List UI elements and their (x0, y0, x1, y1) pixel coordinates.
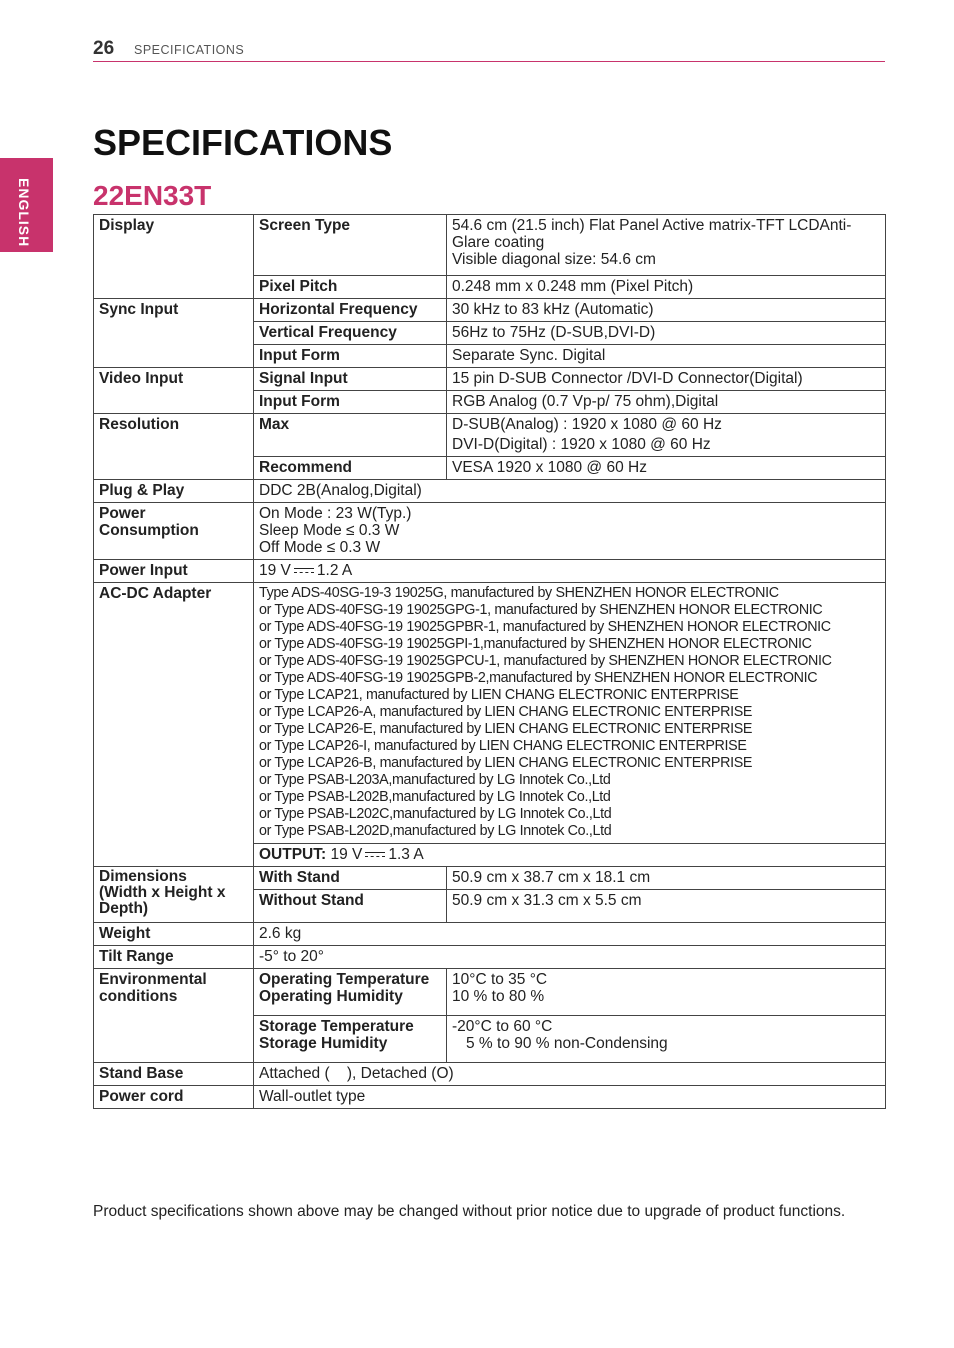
list-item: or Type LCAP26-E, manufactured by LIEN CHANG ELECTRONIC ENTERPRISE (259, 721, 753, 737)
footnote: Product specifications shown above may be changed without prior notice due to upgrade of product functions. (93, 1203, 846, 1220)
row-label-power-cord: Power cord (94, 1086, 254, 1109)
row-label-operating: Operating Temperature Operating Humidity (254, 969, 447, 1016)
power-input-value: 19 V 1.2 A (254, 560, 886, 583)
without-stand-value: 50.9 cm x 31.3 cm x 5.5 cm (447, 890, 886, 923)
table-row (94, 1063, 886, 1086)
list-item: or Type PSAB-L202B,manufactured by LG Innotek Co.,Ltd (259, 789, 611, 805)
weight-value: 2.6 kg (254, 923, 886, 946)
table-row (94, 215, 886, 276)
list-item: or Type ADS-40FSG-19 19025GPI-1,manufactured by SHENZHEN HONOR ELECTRONIC (259, 636, 812, 652)
row-label-weight: Weight (94, 923, 254, 946)
row-label-without-stand: Without Stand (254, 890, 447, 923)
table-row (94, 480, 886, 503)
list-item: or Type LCAP26-B, manufactured by LIEN CHANG ELECTRONIC ENTERPRISE (259, 755, 753, 771)
storage-value: -20°C to 60 °C 5 % to 90 % non-Condensing (447, 1016, 886, 1063)
table-row (94, 1086, 886, 1109)
list-item: or Type ADS-40FSG-19 19025GPCU-1, manufactured by SHENZHEN HONOR ELECTRONIC (259, 653, 832, 669)
language-tab (0, 158, 53, 252)
row-label-plug-and-play: Plug & Play (94, 480, 254, 503)
screen-type-value: 54.6 cm (21.5 inch) Flat Panel Active matrix-TFT LCDAnti- Glare coating Visible diagonal size: 54.6 cm (447, 215, 886, 276)
row-label-environmental-conditions: Environmental conditions (94, 969, 254, 1063)
row-label-video-input-form: Input Form (254, 391, 447, 414)
list-item: or Type PSAB-L202C,manufactured by LG Innotek Co.,Ltd (259, 806, 612, 822)
language-tab-label: ENGLISH (16, 178, 32, 248)
list-item: or Type PSAB-L202D,manufactured by LG Innotek Co.,Ltd (259, 823, 612, 839)
row-label-with-stand: With Stand (254, 867, 447, 890)
header-rule (93, 61, 885, 62)
plug-and-play-value: DDC 2B(Analog,Digital) (254, 480, 886, 503)
pixel-pitch-value: 0.248 mm x 0.248 mm (Pixel Pitch) (447, 276, 886, 299)
adapter-output-value: OUTPUT: 19 V 1.3 A (254, 844, 886, 867)
row-label-ac-dc-adapter: AC-DC Adapter (94, 583, 254, 867)
list-item: or Type ADS-40FSG-19 19025GPBR-1, manufactured by SHENZHEN HONOR ELECTRONIC (259, 619, 831, 635)
row-label-stand-base: Stand Base (94, 1063, 254, 1086)
row-label-dimensions: Dimensions (Width x Height x Depth) (94, 867, 254, 923)
table-row (94, 867, 886, 890)
page-number: 26 (93, 38, 115, 59)
video-input-form-value: RGB Analog (0.7 Vp-p/ 75 ohm),Digital (447, 391, 886, 414)
list-item: or Type PSAB-L203A,manufactured by LG Innotek Co.,Ltd (259, 772, 611, 788)
row-label-resolution: Resolution (94, 414, 254, 480)
table-row (94, 503, 886, 560)
row-label-pixel-pitch: Pixel Pitch (254, 276, 447, 299)
table-row (94, 946, 886, 969)
operating-value: 10°C to 35 °C 10 % to 80 % (447, 969, 886, 1016)
row-label-video-input: Video Input (94, 368, 254, 414)
row-label-signal-input: Signal Input (254, 368, 447, 391)
row-label-tilt-range: Tilt Range (94, 946, 254, 969)
power-cord-value: Wall-outlet type (254, 1086, 886, 1109)
row-label-storage: Storage Temperature Storage Humidity (254, 1016, 447, 1063)
running-header: SPECIFICATIONS (134, 43, 245, 57)
table-row (94, 969, 886, 1016)
signal-input-value: 15 pin D-SUB Connector /DVI-D Connector(Digital) (447, 368, 886, 391)
row-label-recommend: Recommend (254, 457, 447, 480)
list-item: or Type ADS-40FSG-19 19025GPG-1, manufactured by SHENZHEN HONOR ELECTRONIC (259, 602, 823, 618)
dc-symbol-icon (365, 850, 385, 859)
table-row (94, 414, 886, 457)
horizontal-frequency-value: 30 kHz to 83 kHz (Automatic) (447, 299, 886, 322)
table-row (94, 299, 886, 322)
max-resolution-value: D-SUB(Analog) : 1920 x 1080 @ 60 Hz DVI-D(Digital) : 1920 x 1080 @ 60 Hz (447, 414, 886, 457)
recommend-value: VESA 1920 x 1080 @ 60 Hz (447, 457, 886, 480)
power-consumption-value: On Mode : 23 W(Typ.) Sleep Mode ≤ 0.3 W Off Mode ≤ 0.3 W (254, 503, 886, 560)
table-row (94, 923, 886, 946)
row-label-sync-input: Sync Input (94, 299, 254, 368)
list-item: or Type ADS-40FSG-19 19025GPB-2,manufactured by SHENZHEN HONOR ELECTRONIC (259, 670, 818, 686)
row-label-max: Max (254, 414, 447, 457)
stand-base-value: Attached ( ), Detached (O) (254, 1063, 886, 1086)
vertical-frequency-value: 56Hz to 75Hz (D-SUB,DVI-D) (447, 322, 886, 345)
list-item: or Type LCAP26-A, manufactured by LIEN CHANG ELECTRONIC ENTERPRISE (259, 704, 753, 720)
table-row (94, 560, 886, 583)
list-item: or Type LCAP21, manufactured by LIEN CHANG ELECTRONIC ENTERPRISE (259, 687, 739, 703)
row-label-sync-input-form: Input Form (254, 345, 447, 368)
tilt-range-value: -5° to 20° (254, 946, 886, 969)
dc-symbol-icon (294, 566, 314, 575)
table-row (94, 583, 886, 844)
sync-input-form-value: Separate Sync. Digital (447, 345, 886, 368)
table-row (94, 368, 886, 391)
adapter-types-list (254, 583, 886, 844)
row-label-horizontal-frequency: Horizontal Frequency (254, 299, 447, 322)
with-stand-value: 50.9 cm x 38.7 cm x 18.1 cm (447, 867, 886, 890)
page-title: SPECIFICATIONS (93, 122, 393, 163)
spec-table (93, 214, 886, 1109)
row-label-power-input: Power Input (94, 560, 254, 583)
model-heading: 22EN33T (93, 180, 212, 211)
row-label-power-consumption: Power Consumption (94, 503, 254, 560)
row-label-display: Display (94, 215, 254, 299)
list-item: or Type LCAP26-I, manufactured by LIEN CHANG ELECTRONIC ENTERPRISE (259, 738, 747, 754)
list-item: Type ADS-40SG-19-3 19025G, manufactured by SHENZHEN HONOR ELECTRONIC (259, 585, 779, 601)
row-label-screen-type: Screen Type (254, 215, 447, 276)
row-label-vertical-frequency: Vertical Frequency (254, 322, 447, 345)
